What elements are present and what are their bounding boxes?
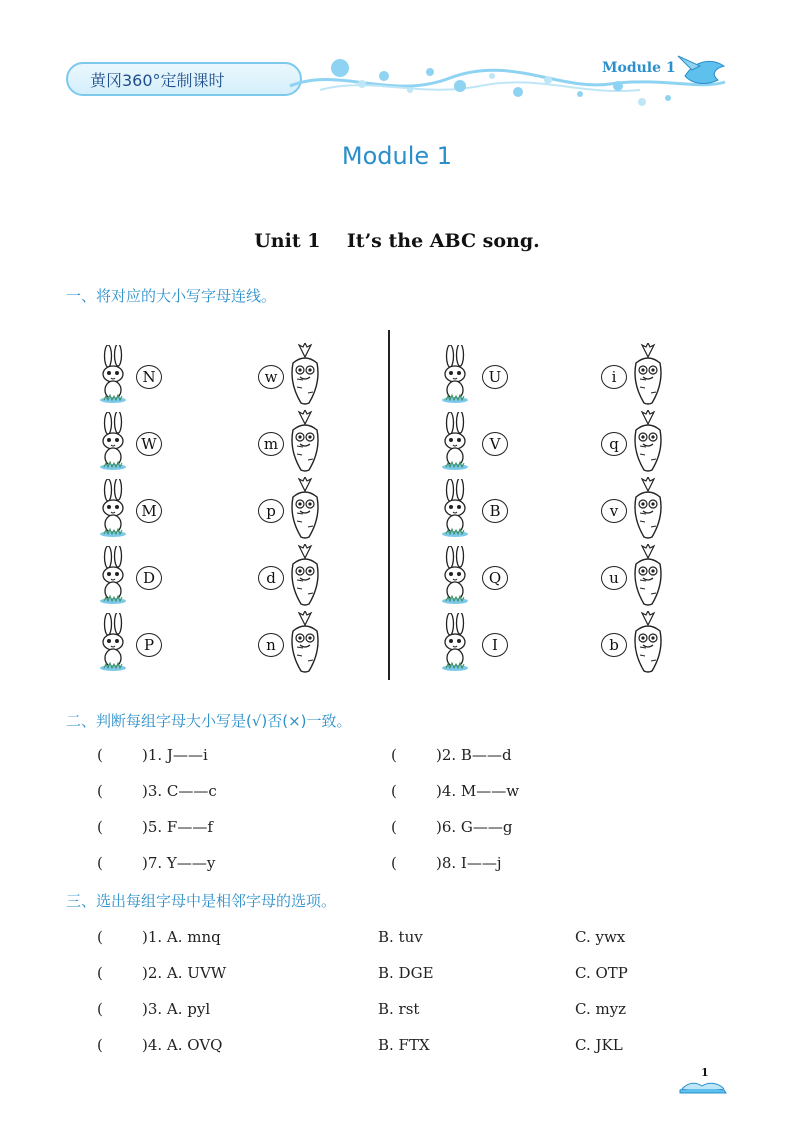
page-title: Module 1	[341, 142, 453, 170]
carrot-icon	[628, 343, 668, 403]
rabbit-icon	[96, 613, 136, 673]
rabbit-icon	[96, 479, 136, 539]
judge-question: )5. F——f	[142, 818, 213, 836]
left-uppercase-letter[interactable]: D	[136, 566, 162, 590]
option-b: B. tuv	[378, 928, 423, 946]
option-a: )1. A. mnq	[142, 928, 221, 946]
right-uppercase-letter[interactable]: B	[482, 499, 508, 523]
judge-question: )2. B——d	[436, 746, 512, 764]
left-lowercase-letter[interactable]: w	[258, 365, 284, 389]
left-uppercase-letter[interactable]: W	[136, 432, 162, 456]
judge-question: )8. I——j	[436, 854, 502, 872]
answer-blank[interactable]: (	[97, 1036, 103, 1054]
answer-blank[interactable]: (	[97, 782, 103, 800]
answer-blank[interactable]: (	[97, 964, 103, 982]
right-uppercase-letter[interactable]: V	[482, 432, 508, 456]
section2-heading: 二、判断每组字母大小写是(√)否(×)一致。	[66, 712, 352, 730]
answer-blank[interactable]: (	[97, 818, 103, 836]
open-book-icon	[678, 1076, 728, 1094]
left-uppercase-letter[interactable]: N	[136, 365, 162, 389]
rabbit-icon	[438, 345, 478, 405]
rabbit-icon	[438, 613, 478, 673]
option-b: B. FTX	[378, 1036, 430, 1054]
left-lowercase-letter[interactable]: n	[258, 633, 284, 657]
module-label: Module 1	[602, 60, 676, 76]
left-uppercase-letter[interactable]: M	[136, 499, 162, 523]
answer-blank[interactable]: (	[391, 818, 397, 836]
section1-heading: 一、将对应的大小写字母连线。	[66, 287, 277, 305]
rabbit-icon	[96, 546, 136, 606]
carrot-icon	[628, 410, 668, 470]
option-b: B. rst	[378, 1000, 420, 1018]
series-banner	[66, 62, 302, 96]
series-label: 黄冈360°定制课时	[90, 70, 225, 90]
option-c: C. OTP	[575, 964, 628, 982]
right-uppercase-letter[interactable]: U	[482, 365, 508, 389]
carrot-icon	[628, 544, 668, 604]
right-lowercase-letter[interactable]: u	[601, 566, 627, 590]
left-lowercase-letter[interactable]: d	[258, 566, 284, 590]
divider-line	[388, 330, 390, 680]
right-uppercase-letter[interactable]: Q	[482, 566, 508, 590]
judge-question: )3. C——c	[142, 782, 217, 800]
option-a: )4. A. OVQ	[142, 1036, 223, 1054]
carrot-icon	[285, 477, 325, 537]
left-lowercase-letter[interactable]: m	[258, 432, 284, 456]
carrot-icon	[285, 544, 325, 604]
answer-blank[interactable]: (	[97, 928, 103, 946]
page-number: 1	[701, 1066, 709, 1079]
carrot-icon	[285, 343, 325, 403]
answer-blank[interactable]: (	[97, 746, 103, 764]
rabbit-icon	[438, 479, 478, 539]
option-c: C. myz	[575, 1000, 627, 1018]
right-lowercase-letter[interactable]: q	[601, 432, 627, 456]
carrot-icon	[285, 410, 325, 470]
judge-question: )7. Y——y	[142, 854, 216, 872]
option-c: C. ywx	[575, 928, 626, 946]
judge-question: )1. J——i	[142, 746, 208, 764]
rabbit-icon	[438, 412, 478, 472]
right-lowercase-letter[interactable]: b	[601, 633, 627, 657]
left-lowercase-letter[interactable]: p	[258, 499, 284, 523]
carrot-icon	[628, 477, 668, 537]
carrot-icon	[285, 611, 325, 671]
rabbit-icon	[96, 412, 136, 472]
answer-blank[interactable]: (	[391, 782, 397, 800]
rabbit-icon	[438, 546, 478, 606]
judge-question: )4. M——w	[436, 782, 520, 800]
right-lowercase-letter[interactable]: v	[601, 499, 627, 523]
answer-blank[interactable]: (	[391, 854, 397, 872]
right-lowercase-letter[interactable]: i	[601, 365, 627, 389]
rabbit-icon	[96, 345, 136, 405]
judge-question: )6. G——g	[436, 818, 513, 836]
bubble-wave-decoration	[280, 46, 730, 110]
unit-title: Unit 1 It’s the ABC song.	[254, 230, 540, 252]
option-a: )2. A. UVW	[142, 964, 227, 982]
answer-blank[interactable]: (	[391, 746, 397, 764]
carrot-icon	[628, 611, 668, 671]
answer-blank[interactable]: (	[97, 854, 103, 872]
section3-heading: 三、选出每组字母中是相邻字母的选项。	[66, 892, 337, 910]
left-uppercase-letter[interactable]: P	[136, 633, 162, 657]
answer-blank[interactable]: (	[97, 1000, 103, 1018]
right-uppercase-letter[interactable]: I	[482, 633, 508, 657]
option-a: )3. A. pyl	[142, 1000, 211, 1018]
option-c: C. JKL	[575, 1036, 623, 1054]
option-b: B. DGE	[378, 964, 434, 982]
